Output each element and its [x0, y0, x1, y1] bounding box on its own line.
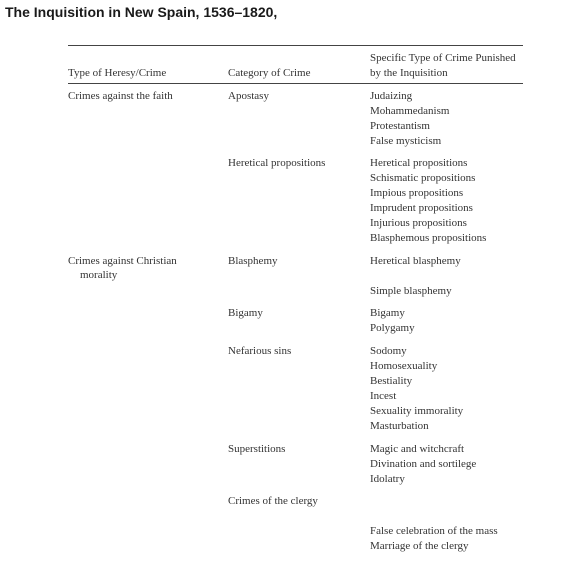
- specific-crime-item: Masturbation: [370, 420, 429, 432]
- specific-crime-item: Sexuality immorality: [370, 405, 464, 417]
- specific-crime-item: False mysticism: [370, 135, 442, 147]
- specific-crime-item: Mohammedanism: [370, 105, 450, 117]
- specific-crime-item: Sodomy: [370, 345, 407, 357]
- type-cell-faith: Crimes against the faith: [68, 90, 173, 102]
- header-type: Type of Heresy/Crime: [68, 67, 167, 79]
- specific-crime-item: Incest: [370, 390, 397, 402]
- specific-crime-item: Polygamy: [370, 322, 415, 334]
- specific-crime-item: Impious propositions: [370, 187, 464, 199]
- header-specific-line1: Specific Type of Crime Punished: [370, 52, 516, 64]
- specific-crime-item: Marriage of the clergy: [370, 540, 469, 552]
- category-cell-blasphemy: Blasphemy: [228, 255, 278, 267]
- specific-crime-item: Heretical propositions: [370, 157, 468, 169]
- specific-crime-item: Protestantism: [370, 120, 430, 132]
- header-category: Category of Crime: [228, 67, 311, 79]
- table-top-rule: [68, 45, 523, 46]
- type-cell-morality-line1: Crimes against Christian: [68, 255, 177, 267]
- category-cell-superstitions: Superstitions: [228, 443, 286, 455]
- category-cell-apostasy: Apostasy: [228, 90, 269, 102]
- specific-crime-item: Magic and witchcraft: [370, 443, 465, 455]
- specific-crime-item: Homosexuality: [370, 360, 438, 372]
- specific-crime-item: False celebration of the mass: [370, 525, 498, 537]
- header-specific-line2: by the Inquisition: [370, 67, 448, 79]
- category-cell-bigamy: Bigamy: [228, 307, 263, 319]
- category-cell-crimes-of-the-clergy: Crimes of the clergy: [228, 495, 318, 507]
- specific-crime-item: Bigamy: [370, 307, 405, 319]
- type-cell-morality-line2: morality: [80, 269, 118, 281]
- specific-crime-item: Injurious propositions: [370, 217, 467, 229]
- specific-crime-item: Schismatic propositions: [370, 172, 476, 184]
- specific-crime-item: Judaizing: [370, 90, 413, 102]
- specific-crime-item: Imprudent propositions: [370, 202, 473, 214]
- specific-crime-item: Heretical blasphemy: [370, 255, 461, 267]
- specific-crime-item: Idolatry: [370, 473, 405, 485]
- category-cell-heretical-propositions: Heretical propositions: [228, 157, 326, 169]
- specific-crime-item: Divination and sortilege: [370, 458, 477, 470]
- category-cell-nefarious-sins: Nefarious sins: [228, 345, 292, 357]
- specific-crime-item: Simple blasphemy: [370, 285, 452, 297]
- specific-crime-item: Bestiality: [370, 375, 413, 387]
- header-rule: [68, 83, 523, 84]
- specific-crime-item: Blasphemous propositions: [370, 232, 487, 244]
- page-title: The Inquisition in New Spain, 1536–1820,: [5, 4, 278, 20]
